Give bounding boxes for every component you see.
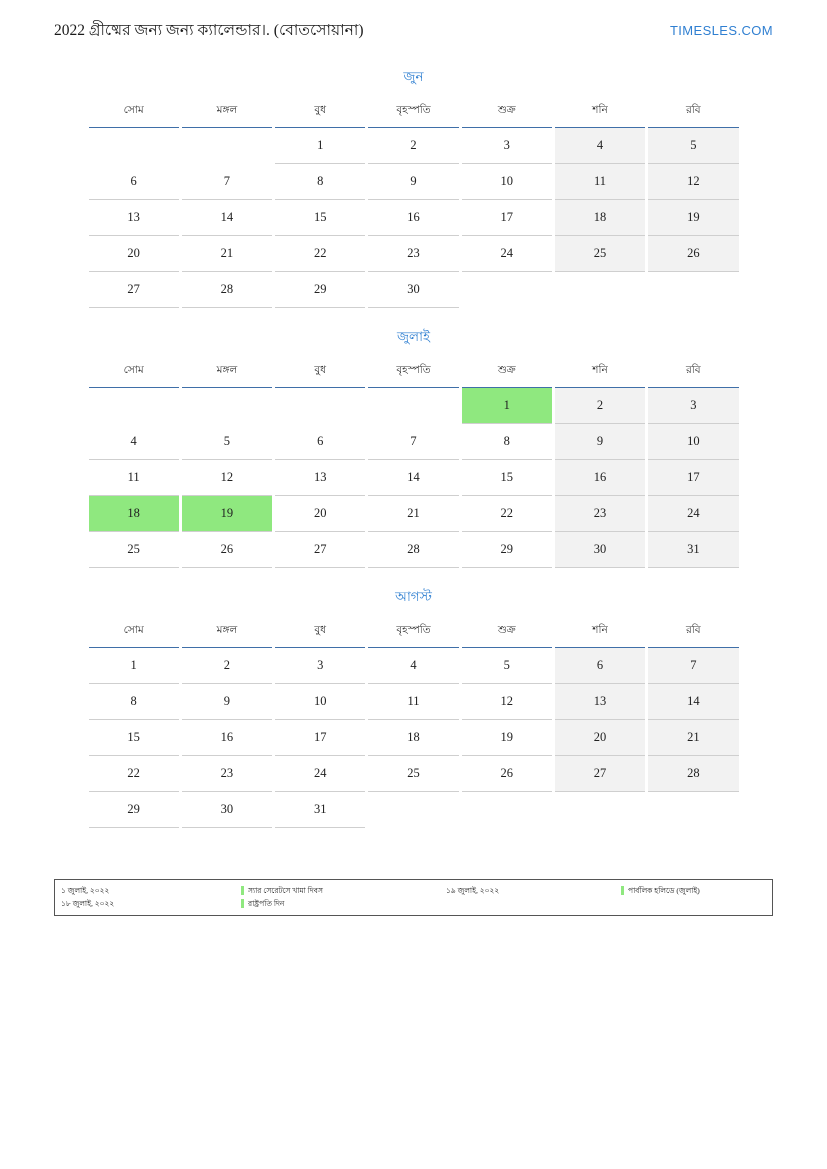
day-number: 20 [593,730,607,744]
calendar-day-cell[interactable] [367,720,460,756]
day-number: 5 [223,433,231,448]
day-number: 6 [130,173,137,188]
day-number: 8 [130,694,137,708]
day-number: 27 [127,282,140,296]
weekday-wed: বুধ [274,619,367,648]
calendar-day-cell[interactable] [87,200,180,236]
calendar-day-cell[interactable] [367,684,460,720]
day-number: 13 [127,210,140,224]
day-number: 4 [130,433,137,448]
day-number: 10 [687,434,700,448]
legend-dates-right [446,884,621,897]
calendar-week-row [87,128,740,164]
calendar-day-cell[interactable] [180,756,273,792]
day-number: 21 [220,246,234,260]
calendar-day-cell[interactable] [647,164,740,200]
day-number: 3 [690,398,697,412]
day-number: 31 [687,542,700,556]
calendar-day-cell[interactable] [553,164,646,200]
legend-item [241,897,446,910]
calendar-week-row [87,496,740,532]
weekday-header-row [87,99,740,128]
calendar-day-cell[interactable] [87,720,180,756]
calendar-day-cell[interactable] [553,756,646,792]
calendar-day-cell[interactable] [87,496,180,532]
calendar-day-cell[interactable] [647,532,740,568]
calendar-week-row [87,424,740,460]
day-number: 3 [317,658,324,672]
calendar-week-row [87,792,740,828]
calendar-day-cell[interactable] [367,272,460,308]
calendar-day-cell[interactable] [180,460,273,496]
day-number: 24 [313,766,327,780]
day-number: 27 [313,542,327,556]
day-number: 6 [317,433,324,448]
day-number: 8 [503,434,510,448]
day-number: 12 [687,174,700,188]
calendar-day-cell[interactable] [647,648,740,684]
month-block-july [54,326,773,568]
calendar-empty-cell [460,272,553,308]
day-number: 7 [223,173,231,188]
holiday-swatch-icon [241,899,244,908]
calendar-week-row [87,388,740,424]
legend-item [621,884,766,897]
calendar-day-cell[interactable] [647,128,740,164]
calendar-day-cell[interactable] [460,200,553,236]
calendar-day-cell[interactable] [274,532,367,568]
page-title: 2022 গ্রীষ্মের জন্য জন্য ক্যালেন্ডার।. (বোতসোয়ানা) [54,22,364,39]
calendar-day-cell[interactable] [647,460,740,496]
calendar-day-cell[interactable] [180,200,273,236]
calendar-table-august [86,619,742,828]
calendar-body [87,648,740,828]
calendar-day-cell[interactable] [553,424,646,460]
day-number: 12 [220,470,234,484]
day-number: 17 [500,210,514,224]
calendar-day-cell[interactable] [180,684,273,720]
calendar-day-cell[interactable] [180,648,273,684]
day-number: 7 [410,433,417,448]
day-number: 14 [407,470,420,484]
day-number: 26 [687,246,700,260]
calendar-day-cell[interactable] [553,496,646,532]
calendar-empty-cell [460,792,553,828]
calendar-day-cell[interactable] [460,532,553,568]
calendar-day-cell[interactable] [553,236,646,272]
legend-item [241,884,446,897]
day-number: 21 [687,730,700,744]
day-number: 1 [317,138,324,152]
weekday-sun: রবি [647,619,740,648]
legend-dates-left [61,884,241,910]
calendar-day-cell[interactable] [460,164,553,200]
weekday-fri: শুক্র [460,359,553,388]
calendar-day-cell[interactable] [460,496,553,532]
day-number: 24 [687,506,700,520]
holiday-swatch-icon [621,886,624,895]
day-number: 4 [596,138,604,152]
holiday-legend [54,879,773,916]
day-number: 25 [407,766,420,780]
calendar-empty-cell [367,792,460,828]
legend-date: ১৮ জুলাই, ২০২২ [61,899,115,908]
calendar-empty-cell [553,272,646,308]
day-number: 1 [130,658,137,672]
calendar-day-cell[interactable] [553,720,646,756]
day-number: 9 [410,174,417,188]
day-number: 15 [313,210,327,224]
calendar-day-cell[interactable] [274,496,367,532]
day-number: 29 [127,802,140,816]
calendar-day-cell[interactable] [367,496,460,532]
day-number: 15 [500,470,514,484]
brand-link[interactable]: TIMESLES.COM [669,23,773,38]
calendar-day-cell[interactable] [367,128,460,164]
calendar-day-cell[interactable] [180,792,273,828]
day-number: 5 [690,138,697,152]
calendar-week-row [87,200,740,236]
day-number: 25 [593,246,607,260]
day-number: 19 [687,210,700,224]
calendar-day-cell[interactable] [180,236,273,272]
day-number: 31 [313,802,327,816]
day-number: 16 [220,730,234,744]
weekday-header-row [87,359,740,388]
day-number: 22 [500,506,514,520]
calendar-week-row [87,756,740,792]
day-number: 22 [127,766,140,780]
month-block-june [54,66,773,308]
weekday-thu: বৃহস্পতি [367,619,460,648]
legend-names-left [241,884,446,910]
weekday-sun: রবি [647,359,740,388]
page-header [54,18,773,48]
calendar-day-cell[interactable] [87,532,180,568]
calendar-day-cell[interactable] [180,496,273,532]
day-number: 2 [410,138,417,152]
calendar-day-cell[interactable] [460,424,553,460]
calendar-week-row [87,272,740,308]
day-number: 19 [500,730,514,744]
day-number: 16 [593,470,607,484]
calendar-day-cell[interactable] [367,532,460,568]
calendar-day-cell[interactable] [180,164,273,200]
day-number: 13 [313,470,327,484]
day-number: 11 [127,470,140,484]
calendar-day-cell[interactable] [367,648,460,684]
day-number: 13 [593,694,607,708]
day-number: 2 [596,398,604,412]
day-number: 5 [503,658,510,672]
day-number: 9 [223,694,231,708]
calendar-day-cell[interactable] [553,532,646,568]
month-title: জুন [403,69,424,84]
calendar-day-cell[interactable] [180,272,273,308]
calendar-day-cell[interactable] [553,684,646,720]
calendar-day-cell[interactable] [87,164,180,200]
calendar-day-cell[interactable] [367,236,460,272]
legend-date: ১৯ জুলাই, ২০২২ [446,886,500,895]
day-number: 11 [407,694,420,708]
day-number: 19 [220,506,234,520]
day-number: 3 [503,138,510,152]
calendar-day-cell[interactable] [274,424,367,460]
day-number: 4 [410,658,417,672]
calendar-day-cell[interactable] [460,388,553,424]
calendar-day-cell[interactable] [274,236,367,272]
day-number: 10 [500,174,514,188]
day-number: 28 [220,282,234,296]
calendar-week-row [87,684,740,720]
calendar-day-cell[interactable] [647,756,740,792]
calendar-week-row [87,164,740,200]
calendar-empty-cell [180,128,273,164]
calendar-empty-cell [87,388,180,424]
day-number: 15 [127,730,140,744]
day-number: 25 [127,542,140,556]
weekday-sat: শনি [553,99,646,128]
day-number: 23 [593,506,607,520]
calendar-day-cell[interactable] [647,200,740,236]
legend-label: পাৰ্বলিক হলিডে (জুলাই) [628,886,700,895]
day-number: 10 [313,694,327,708]
calendar-day-cell[interactable] [180,424,273,460]
legend-label: স্যার সেরেটসে খামা দিবস [248,886,323,895]
calendar-day-cell[interactable] [647,424,740,460]
day-number: 11 [594,174,607,188]
day-number: 23 [220,766,234,780]
calendar-empty-cell [647,272,740,308]
calendar-day-cell[interactable] [87,684,180,720]
day-number: 18 [407,730,420,744]
day-number: 20 [127,246,140,260]
day-number: 28 [407,542,420,556]
weekday-sat: শনি [553,359,646,388]
day-number: 20 [313,506,327,520]
calendar-day-cell[interactable] [553,388,646,424]
calendar-day-cell[interactable] [87,792,180,828]
calendar-day-cell[interactable] [553,200,646,236]
calendar-week-row [87,648,740,684]
month-block-august [54,586,773,828]
day-number: 30 [593,542,607,556]
calendar-day-cell[interactable] [367,424,460,460]
calendar-day-cell[interactable] [274,128,367,164]
calendar-day-cell[interactable] [553,648,646,684]
day-number: 17 [687,470,700,484]
calendar-empty-cell [553,792,646,828]
day-number: 9 [596,434,604,448]
weekday-thu: বৃহস্পতি [367,99,460,128]
weekday-tue: মঙ্গল [180,99,273,128]
calendar-table-june [86,99,742,308]
calendar-day-cell[interactable] [274,756,367,792]
calendar-empty-cell [274,388,367,424]
calendar-day-cell[interactable] [180,720,273,756]
day-number: 26 [220,542,234,556]
holiday-swatch-icon [241,886,244,895]
calendar-day-cell[interactable] [367,756,460,792]
day-number: 24 [500,246,514,260]
calendar-day-cell[interactable] [460,460,553,496]
day-number: 2 [223,658,231,672]
calendar-day-cell[interactable] [367,164,460,200]
calendar-day-cell[interactable] [553,128,646,164]
weekday-mon: সোম [87,359,180,388]
calendar-day-cell[interactable] [367,200,460,236]
calendar-day-cell[interactable] [274,684,367,720]
month-title: আগস্ট [395,589,432,604]
calendar-day-cell[interactable] [87,648,180,684]
day-number: 14 [220,210,234,224]
calendar-day-cell[interactable] [87,424,180,460]
weekday-thu: বৃহস্পতি [367,359,460,388]
weekday-mon: সোম [87,619,180,648]
day-number: 7 [690,658,697,672]
day-number: 18 [127,506,140,520]
calendar-day-cell[interactable] [647,684,740,720]
month-title: জুলাই [396,329,431,344]
day-number: 6 [596,658,604,672]
calendar-week-row [87,460,740,496]
calendar-day-cell[interactable] [460,684,553,720]
calendar-week-row [87,532,740,568]
day-number: 30 [220,802,234,816]
calendar-day-cell[interactable] [647,496,740,532]
calendar-empty-cell [87,128,180,164]
weekday-tue: মঙ্গল [180,359,273,388]
calendar-day-cell[interactable] [460,128,553,164]
day-number: 8 [317,174,324,188]
weekday-wed: বুধ [274,99,367,128]
calendar-day-cell[interactable] [274,272,367,308]
calendar-empty-cell [180,388,273,424]
calendar-week-row [87,236,740,272]
calendar-day-cell[interactable] [274,648,367,684]
day-number: 29 [313,282,327,296]
calendar-week-row [87,720,740,756]
day-number: 28 [687,766,700,780]
calendar-day-cell[interactable] [647,720,740,756]
legend-names-right [621,884,766,897]
legend-date: ১ জুলাই, ২০২২ [61,886,110,895]
calendar-day-cell[interactable] [460,648,553,684]
day-number: 16 [407,210,420,224]
day-number: 30 [407,282,420,296]
day-number: 22 [313,246,327,260]
weekday-sat: শনি [553,619,646,648]
legend-label: রাষ্ট্রপতি দিন [248,899,285,908]
calendar-day-cell[interactable] [460,756,553,792]
weekday-mon: সোম [87,99,180,128]
calendar-day-cell[interactable] [274,720,367,756]
calendar-day-cell[interactable] [274,164,367,200]
calendar-day-cell[interactable] [460,720,553,756]
calendar-body [87,128,740,308]
calendar-day-cell[interactable] [87,756,180,792]
day-number: 26 [500,766,514,780]
day-number: 17 [313,730,327,744]
calendar-day-cell[interactable] [274,792,367,828]
calendar-table-july [86,359,742,568]
calendar-day-cell[interactable] [87,460,180,496]
calendar-day-cell[interactable] [460,236,553,272]
day-number: 1 [503,398,510,412]
day-number: 12 [500,694,514,708]
day-number: 14 [687,694,700,708]
weekday-sun: রবি [647,99,740,128]
calendar-day-cell[interactable] [647,388,740,424]
calendar-day-cell[interactable] [274,200,367,236]
day-number: 29 [500,542,514,556]
calendar-day-cell[interactable] [87,236,180,272]
weekday-wed: বুধ [274,359,367,388]
day-number: 21 [407,506,420,520]
weekday-header-row [87,619,740,648]
day-number: 27 [593,766,607,780]
day-number: 23 [407,246,420,260]
weekday-fri: শুক্র [460,99,553,128]
calendar-day-cell[interactable] [367,460,460,496]
calendar-empty-cell [367,388,460,424]
weekday-fri: শুক্র [460,619,553,648]
day-number: 18 [593,210,607,224]
calendar-day-cell[interactable] [647,236,740,272]
calendar-empty-cell [647,792,740,828]
calendar-day-cell[interactable] [87,272,180,308]
calendar-body [87,388,740,568]
calendar-day-cell[interactable] [180,532,273,568]
calendar-day-cell[interactable] [553,460,646,496]
weekday-tue: মঙ্গল [180,619,273,648]
calendar-day-cell[interactable] [274,460,367,496]
